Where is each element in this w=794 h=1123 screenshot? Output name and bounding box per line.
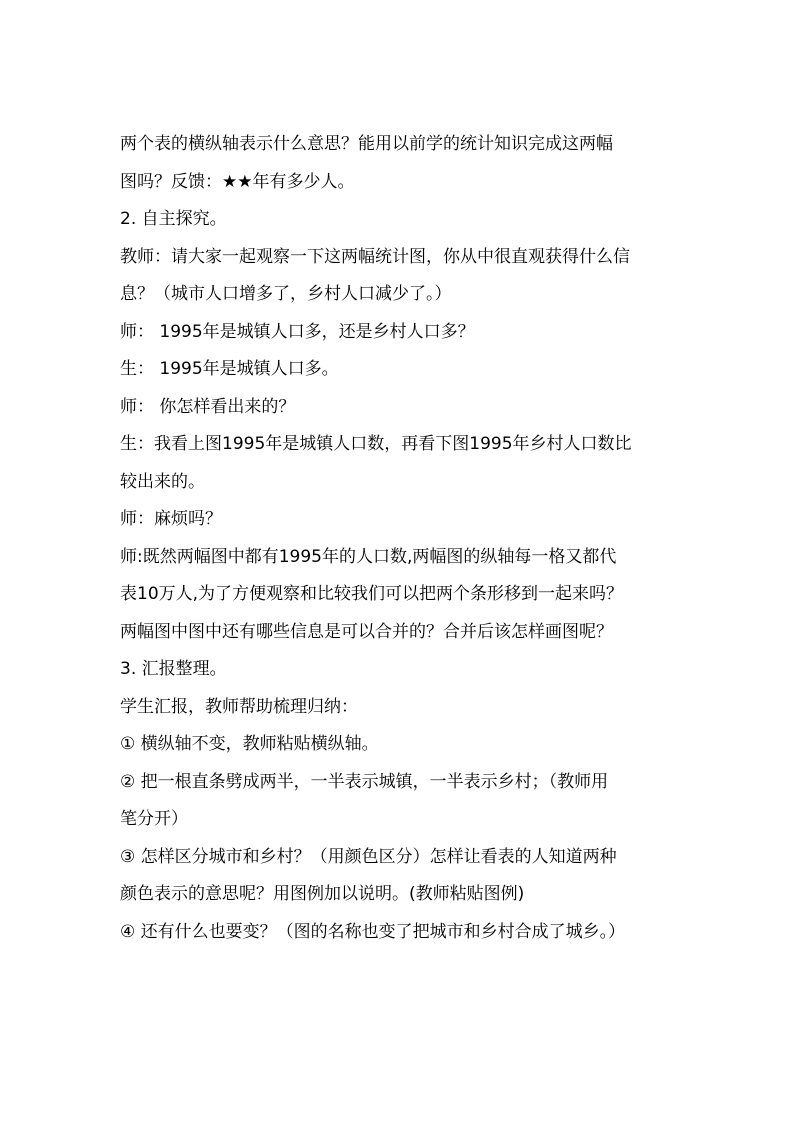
dialogue-line-teacher-1: 师： 1995年是城镇人口多，还是乡村人口多？: [120, 321, 475, 342]
dialogue-line-student-1: 生： 1995年是城镇人口多。: [120, 359, 339, 379]
text-line-14: 两幅图中图中还有哪些信息是可以合并的？合并后该怎样画图呢？: [120, 621, 613, 642]
list-item-2: ② 把一根直条劈成两半，一半表示城镇，一半表示乡村；（教师用: [120, 771, 609, 792]
text-line-21: 颜色表示的意思呢？用图例加以说明。(教师粘贴图例): [120, 884, 525, 904]
section-heading-2: 2. 自主探究。: [120, 209, 227, 229]
dialogue-line-student-2: 生：我看上图1995年是城镇人口数，再看下图1995年乡村人口数比: [120, 434, 632, 454]
text-line-4: 教师：请大家一起观察一下这两幅统计图，你从中很直观获得什么信: [120, 246, 630, 267]
section-heading-3: 3. 汇报整理。: [120, 659, 227, 679]
list-item-4: ④ 还有什么也要变？（图的名称也变了把城市和乡村合成了城乡。）: [120, 921, 626, 942]
text-line-16: 学生汇报，教师帮助梳理归纳：: [120, 696, 358, 717]
text-line-19: 笔分开）: [120, 809, 188, 829]
dialogue-line-teacher-3: 师：麻烦吗？: [120, 509, 222, 529]
text-line-10: 较出来的。: [120, 471, 205, 492]
dialogue-line-teacher-4: 师:既然两幅图中都有1995年的人口数,两幅图的纵轴每一格又都代: [120, 546, 617, 567]
text-line-2: 图吗？反馈：★★年有多少人。: [120, 171, 355, 192]
document-body: [120, 126, 680, 951]
dialogue-line-teacher-2: 师： 你怎样看出来的？: [120, 396, 296, 417]
text-line-13: 表10万人,为了方便观察和比较我们可以把两个条形移到一起来吗？: [120, 584, 624, 604]
list-item-1: ① 横纵轴不变，教师粘贴横纵轴。: [120, 734, 379, 754]
text-line-5: 息？（城市人口增多了，乡村人口减少了。）: [120, 284, 452, 304]
list-item-3: ③ 怎样区分城市和乡村？（用颜色区分）怎样让看表的人知道两种: [120, 846, 617, 867]
text-line-1: 两个表的横纵轴表示什么意思？能用以前学的统计知识完成这两幅: [120, 134, 613, 154]
